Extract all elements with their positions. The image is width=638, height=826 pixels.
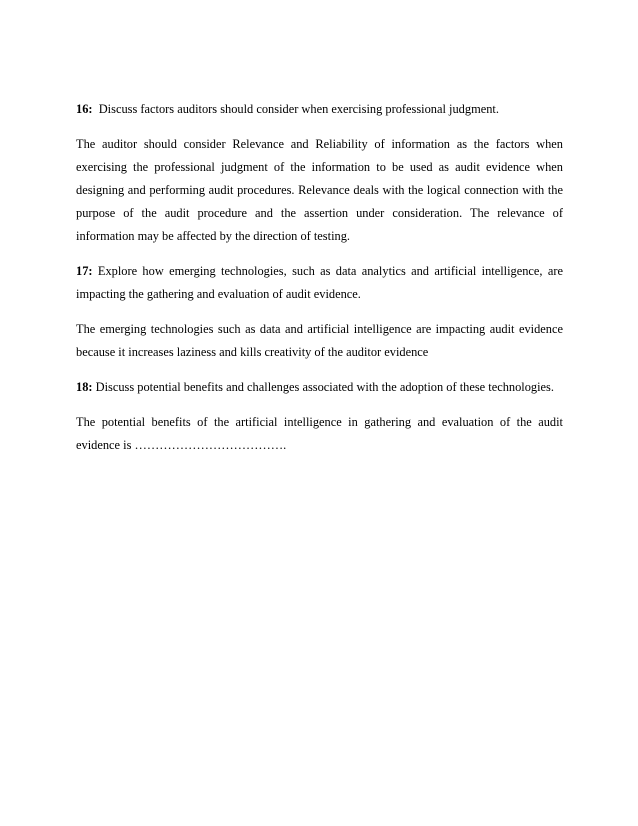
question-18 xyxy=(76,376,563,399)
question-text: Explore how emerging technologies, such as data analytics and artificial intelligence, are impacting the gathering and evaluation of audit evidence. xyxy=(76,264,563,301)
question-number: 17: xyxy=(76,264,93,278)
question-16 xyxy=(76,98,563,121)
question-17 xyxy=(76,260,563,306)
answer-16: The auditor should consider Relevance and Reliability of information as the factors when exercising the professional judgment of the information to be used as audit evidence when designing and performing audit procedures. Relevance deals with the logical connection with the purpose of the audit procedure and the assertion under consideration. The relevance of information may be affected by the direction of testing. xyxy=(76,137,563,243)
question-number: 18: xyxy=(76,380,93,394)
document-body xyxy=(76,98,563,469)
question-text: Discuss factors auditors should consider when exercising professional judgment. xyxy=(98,102,499,116)
answer-18: The potential benefits of the artificial intelligence in gathering and evaluation of the audit evidence is ………………………………. xyxy=(76,415,563,452)
question-number: 16: xyxy=(76,102,93,116)
answer-17: The emerging technologies such as data and artificial intelligence are impacting audit evidence because it increases laziness and kills creativity of the auditor evidence xyxy=(76,322,563,359)
question-text: Discuss potential benefits and challenges associated with the adoption of these technologies. xyxy=(95,380,554,394)
